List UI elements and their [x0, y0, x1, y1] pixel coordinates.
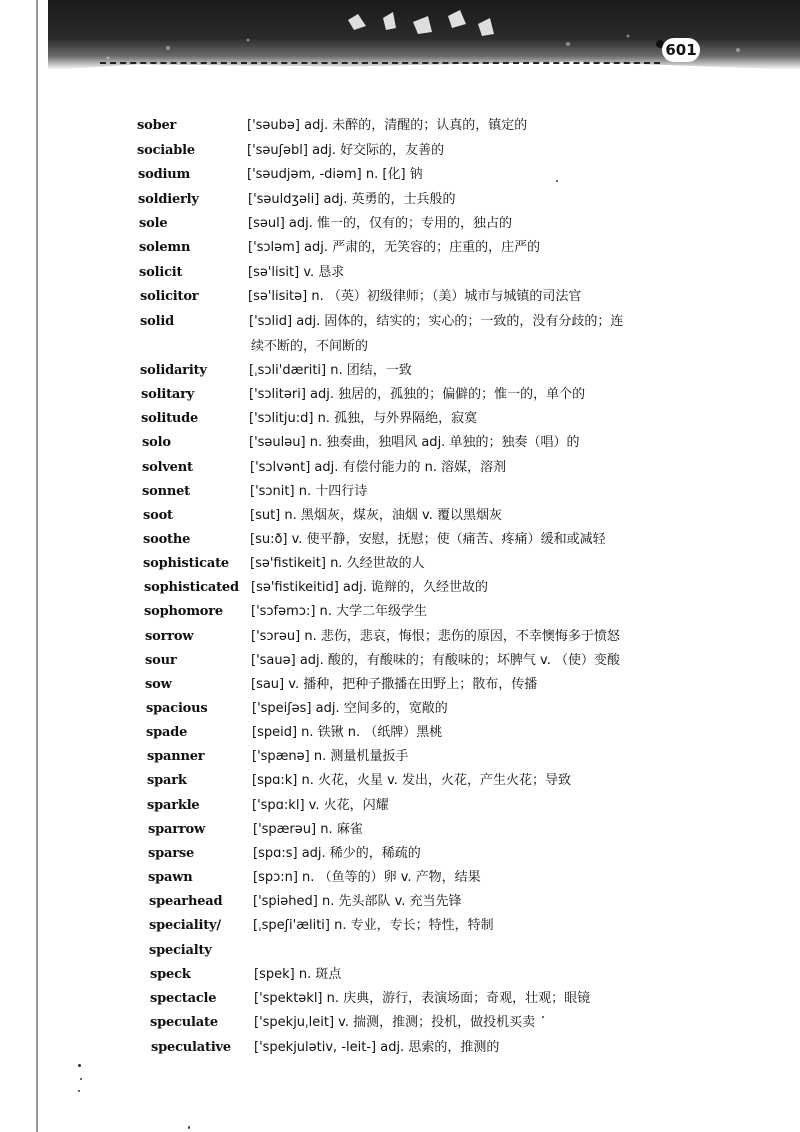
headword: speciality/ [149, 918, 221, 933]
headword: solicitor [140, 289, 199, 304]
definition: [spɑ:s] adj. 稀少的，稀疏的 [253, 846, 421, 861]
definition: ['spɑ:kl] v. 火花，闪耀 [252, 798, 389, 813]
definition: [sə'fistikeit] n. 久经世故的人 [250, 556, 425, 571]
definition: [ˌspeʃi'æliti] n. 专业，专长；特性，特制 [253, 918, 494, 933]
definition: ['səudjəm, -diəm] n. [化] 钠 [247, 167, 423, 182]
headword: spade [146, 725, 188, 740]
headword: sodium [138, 167, 191, 182]
definition: [spek] n. 斑点 [254, 967, 342, 982]
headword: spanner [147, 749, 205, 764]
headword: sorrow [145, 629, 194, 644]
definition: ['sɔləm] adj. 严肃的，无笑容的；庄重的，庄严的 [248, 240, 541, 255]
definition: ['sɔrəu] n. 悲伤，悲哀，悔恨；悲伤的原因，不幸懊悔多于愤怒 [251, 629, 620, 644]
headword: solvent [142, 460, 193, 475]
definition: ['spiəhed] n. 先头部队 v. 充当先锋 [253, 894, 462, 909]
definition: [su:ð] v. 使平静，安慰，抚慰；使（痛苦、疼痛）缓和或减轻 [250, 532, 606, 547]
headword: sonnet [142, 484, 190, 499]
headword: soldierly [138, 192, 199, 207]
page-number: 601 [662, 38, 700, 62]
headword: spearhead [149, 894, 223, 909]
definition: [speid] n. 铁锹 n. （纸牌）黑桃 [252, 725, 443, 740]
definition: ['sauə] adj. 酸的，有酸味的；有酸味的；坏脾气 v. （使）变酸 [251, 653, 621, 668]
headword: soothe [143, 532, 191, 547]
headword: speculate [150, 1015, 218, 1030]
definition: ['spektəkl] n. 庆典，游行，表演场面；奇观，壮观；眼镜 [254, 991, 591, 1006]
headword: sophisticate [143, 556, 229, 571]
headword-variant: specialty [149, 943, 212, 958]
headword: sparse [148, 846, 195, 861]
definition: [sə'fistikeitid] adj. 诡辩的，久经世故的 [251, 580, 489, 595]
headword: sophomore [144, 604, 223, 619]
definition: ['səubə] adj. 未醉的，清醒的；认真的，镇定的 [247, 118, 528, 133]
definition: [sə'lisit] v. 恳求 [248, 265, 345, 280]
definition: ['sɔlitəri] adj. 独居的，孤独的；偏僻的；惟一的，单个的 [249, 387, 586, 402]
definition: [spɑ:k] n. 火花，火星 v. 发出，火花，产生火花；导致 [252, 773, 572, 788]
definition: ['sɔnit] n. 十四行诗 [250, 484, 368, 499]
definition-continuation: 续不断的，不间断的 [251, 339, 369, 354]
definition: ['sɔfəmɔ:] n. 大学二年级学生 [251, 604, 428, 619]
definition: [sə'lisitə] n. （英）初级律师；（美）城市与城镇的司法官 [248, 289, 582, 304]
headword: soot [143, 508, 173, 523]
headword: speculative [151, 1040, 231, 1055]
definition: ['sɔlitju:d] n. 孤独，与外界隔绝，寂寞 [249, 411, 478, 426]
headword: solitary [141, 387, 195, 402]
definition: ['sɔlid] adj. 固体的，结实的；实心的；一致的，没有分歧的；连 [249, 314, 624, 329]
headword: solo [142, 435, 171, 450]
definition: ['speiʃəs] adj. 空间多的，宽敞的 [252, 701, 448, 716]
definition: ['səuʃəbl] adj. 好交际的，友善的 [247, 143, 445, 158]
definition: [spɔ:n] n. （鱼等的）卵 v. 产物，结果 [253, 870, 481, 885]
definition: [səul] adj. 惟一的，仅有的；专用的，独占的 [248, 216, 512, 231]
headword: sole [139, 216, 168, 231]
headword: sparrow [148, 822, 205, 837]
definition: [sut] n. 黑烟灰，煤灰，油烟 v. 覆以黑烟灰 [250, 508, 502, 523]
headword: sober [137, 118, 177, 133]
headword: sow [145, 677, 172, 692]
headword: spacious [146, 701, 208, 716]
definition: ['səuldʒəli] adj. 英勇的，士兵般的 [248, 192, 456, 207]
headword: solidarity [140, 363, 207, 378]
definition: ['sɔlvənt] adj. 有偿付能力的 n. 溶媒，溶剂 [250, 460, 507, 475]
definition: ['spekjulətiv, -leit-] adj. 思索的，推测的 [254, 1040, 500, 1055]
headword: solemn [139, 240, 191, 255]
headword: sociable [137, 143, 195, 158]
headword: spawn [148, 870, 193, 885]
headword: sparkle [147, 798, 200, 813]
headword: solitude [141, 411, 199, 426]
headword: spark [147, 773, 187, 788]
headword: solid [140, 314, 174, 329]
definition: [ˌsɔli'dæriti] n. 团结，一致 [249, 363, 412, 378]
definition: ['spekjuˌleit] v. 揣测，推测；投机，做投机买卖 [254, 1015, 536, 1030]
definition: ['spærəu] n. 麻雀 [253, 822, 363, 837]
headword: spectacle [150, 991, 217, 1006]
headword: sour [145, 653, 177, 668]
definition: [sau] v. 播种，把种子撒播在田野上；散布，传播 [251, 677, 538, 692]
definition: ['spænə] n. 测量机量扳手 [252, 749, 409, 764]
definition: ['səuləu] n. 独奏曲，独唱风 adj. 单独的；独奏（唱）的 [249, 435, 580, 450]
headword: sophisticated [144, 580, 239, 595]
headword: solicit [139, 265, 183, 280]
headword: speck [150, 967, 191, 982]
